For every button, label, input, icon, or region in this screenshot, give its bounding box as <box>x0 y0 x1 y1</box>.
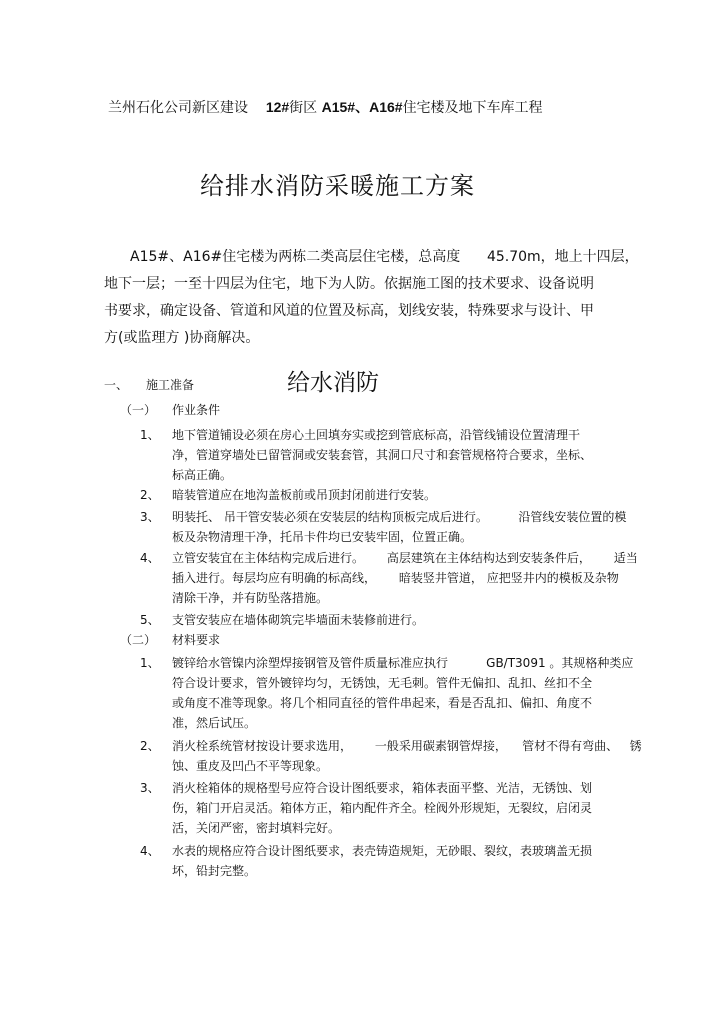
header-text: 12# <box>265 99 290 115</box>
item-number: 1、 <box>140 428 160 442</box>
item-text-line: 符合设计要求，管外镀锌均匀，无锈蚀，无毛刺。管件无偏扣、乱扣、丝扣不全 <box>172 676 593 690</box>
item-text-line: 蚀、重皮及凹凸不平等现象。 <box>172 759 329 773</box>
item-number: 3、 <box>140 781 160 795</box>
item-text-line: 净，管道穿墙处已留管洞或安装套管，其洞口尺寸和套管规格符合要求，坐标、 <box>172 448 593 462</box>
item-text-line: 水表的规格应符合设计图纸要求，表壳铸造规矩，无砂眼、裂纹，表玻璃盖无损 <box>172 844 593 858</box>
subsection-label: 作业条件 <box>172 403 221 417</box>
section-number: 一、 <box>104 378 129 392</box>
header-text: 街区 <box>289 100 318 116</box>
intro-line: 地下一层；一至十四层为住宅，地下为人防。依据施工图的技术要求、设备说明 <box>104 276 594 292</box>
item-number: 2、 <box>140 739 160 753</box>
item-text-line: 地下管道铺设必须在房心土回填夯实或挖到管底标高，沿管线铺设位置清理干 <box>172 428 581 442</box>
subsection-number: （一） <box>120 403 157 417</box>
item-text-line: 立管安装宜在主体结构完成后进行。 高层建筑在主体结构达到安装条件后， 适当 <box>172 551 638 565</box>
document-header <box>108 100 543 115</box>
section-heading: 给水消防 <box>287 370 379 396</box>
item-text-line: 准，然后试压。 <box>172 716 257 730</box>
item-number: 5、 <box>140 613 160 627</box>
item-text-line: 或角度不准等现象。将几个相同直径的管件串起来，看是否乱扣、偏扣、角度不 <box>172 696 593 710</box>
document-title: 给排水消防采暖施工方案 <box>200 172 475 200</box>
item-text-line: 伤，箱门开启灵活。箱体方正，箱内配件齐全。栓阀外形规矩，无裂纹，启闭灵 <box>172 801 593 815</box>
item-text-line: 标高正确。 <box>172 468 233 482</box>
item-text-line: 暗装管道应在地沟盖板前或吊顶封闭前进行安装。 <box>172 488 437 502</box>
header-text: A15#、A16# <box>321 99 403 115</box>
item-text-line: 消火栓系统管材按设计要求选用， 一般采用碳素钢管焊接， 管材不得有弯曲、 锈 <box>172 739 642 753</box>
intro-line: 方(或监理方 )协商解决。 <box>104 330 260 346</box>
header-text: 住宅楼及地下车库工程 <box>402 100 543 116</box>
item-number: 1、 <box>140 656 160 670</box>
header-text: 兰州石化公司新区建设 <box>108 100 248 116</box>
item-text-line: 清除干净，并有防坠落措施。 <box>172 591 329 605</box>
item-number: 3、 <box>140 510 160 524</box>
subsection-number: （二） <box>120 633 157 647</box>
item-text-line: 插入进行。每层均应有明确的标高线， 暗装竖井管道， 应把竖井内的模板及杂物 <box>172 571 619 585</box>
item-text-line: 镀锌给水管镍内涂塑焊接钢管及管件质量标准应执行 GB/T3091 。其规格种类应 <box>172 656 634 670</box>
item-text-line: 板及杂物清理干净，托吊卡件均已安装牢固，位置正确。 <box>172 530 473 544</box>
item-text-line: 活，关闭严密，密封填料完好。 <box>172 821 341 835</box>
item-text-line: 支管安装应在墙体砌筑完毕墙面未装修前进行。 <box>172 613 425 627</box>
section-label: 施工准备 <box>146 378 195 392</box>
item-text-line: 坏，铅封完整。 <box>172 864 257 878</box>
item-number: 2、 <box>140 488 160 502</box>
item-text-line: 消火栓箱体的规格型号应符合设计图纸要求，箱体表面平整、光洁，无锈蚀、划 <box>172 781 593 795</box>
item-number: 4、 <box>140 551 160 565</box>
intro-line: 书要求，确定设备、管道和风道的位置及标高，划线安装，特殊要求与设计、甲 <box>104 303 594 319</box>
item-text-line: 明装托、 吊干管安装必须在安装层的结构顶板完成后进行。 沿管线安装位置的模 <box>172 510 627 524</box>
intro-line: A15#、A16#住宅楼为两栋二类高层住宅楼，总高度 45.70m，地上十四层， <box>130 249 639 265</box>
subsection-label: 材料要求 <box>172 633 221 647</box>
item-number: 4、 <box>140 844 160 858</box>
